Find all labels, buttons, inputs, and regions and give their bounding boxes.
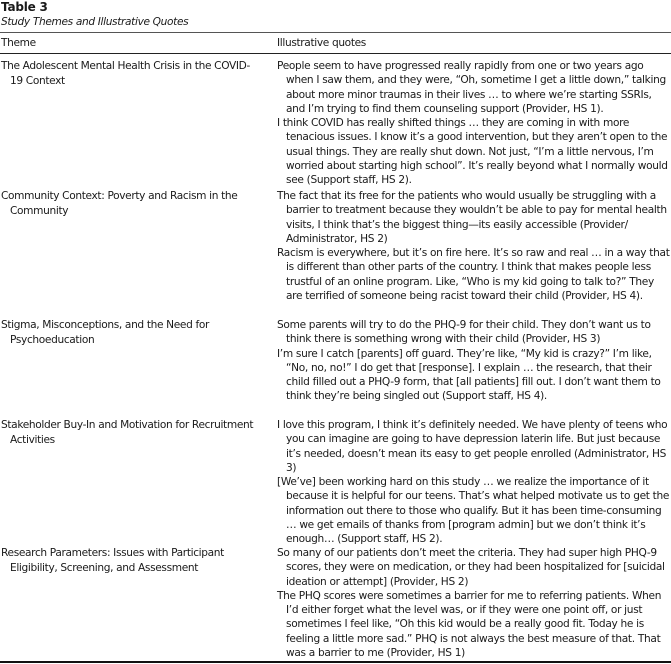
quote: I’m sure I catch [parents] off guard. They’re like, “My kid is crazy?” I’m like, “No, no, no!” I do get that [response]. I explain … the research, that their child filled out a PHQ-9 form, that [all patients] fill out. I don’t want them to think they’re being singled out (Support staff, HS 4). [277, 347, 661, 403]
quote: I think COVID has really shifted things … they are coming in with more tenacious issues. I know it’s a good intervention, but they aren’t open to the usual things. They are really shut down. Not just, “I’m a little nervous, I’m worried about starting high school”. It’s really beyond what I normally would see (Support staff, HS 2). [277, 117, 668, 187]
quotes-cell [277, 318, 671, 404]
quotes-cell [277, 546, 671, 660]
quotes-cell [277, 189, 671, 303]
quotes-cell [277, 59, 671, 188]
bottom-rule [0, 661, 671, 663]
quote: The PHQ scores were sometimes a barrier for me to referring patients. When I’d either forget what the level was, or if they were one point off, or just sometimes I feel like, “Oh this kid would be a really good fit. Today he is feeling a little more sad.” PHQ is not always the best measure of that. That was a barrier to me (Provider, HS 1) [277, 589, 662, 660]
theme-cell: Stakeholder Buy-In and Motivation for Recruitment Activities [1, 419, 254, 446]
column-header-theme: Theme [1, 37, 36, 49]
quote: [We’ve] been working hard on this study … we realize the importance of it because it is helpful for our teens. That’s what helped motivate us to get the information out there to those who qualify. But it has been time-consuming … we get emails of thanks from [program admin] but we don’t think it’s enough… (Support staff, HS 2). [277, 476, 670, 546]
top-rule [0, 32, 671, 33]
header-rule [0, 53, 671, 54]
quotes-cell [277, 418, 671, 547]
quote: Some parents will try to do the PHQ-9 for their child. They don’t want us to think there is something wrong with their child (Provider, HS 3) [277, 319, 651, 346]
theme-cell: The Adolescent Mental Health Crisis in the COVID-19 Context [1, 60, 250, 87]
quote: I love this program, I think it’s definitely needed. We have plenty of teens who you can imagine are going to have depression laterin life. But just because it’s needed, doesn’t mean its easy to get people enrolled (Administrator, HS 3) [277, 419, 668, 474]
quote: People seem to have progressed really rapidly from one or two years ago when I saw them, and they were, “Oh, sometime I get a little down,” talking about more minor traumas in their lives … to where we’re starting SSRIs, and I’m trying to find them counseling support (Provider, HS 1). [277, 60, 666, 115]
theme-cell: Stigma, Misconceptions, and the Need for Psychoeducation [1, 319, 209, 346]
theme-cell: Research Parameters: Issues with Participant Eligibility, Screening, and Assessment [1, 547, 224, 574]
theme-cell: Community Context: Poverty and Racism in the Community [1, 190, 238, 217]
column-header-quotes: Illustrative quotes [277, 37, 366, 49]
quote: Racism is everywhere, but it’s on fire here. It’s so raw and real … in a way that is different than other parts of the country. I think that makes people less trustful of an online program. Like, “Who is my kid going to talk to?” They are terrified of someone being racist toward their child (Provider, HS 4). [277, 247, 670, 303]
table-caption: Study Themes and Illustrative Quotes [1, 16, 189, 28]
table-label: Table 3 [1, 0, 48, 14]
quote: The fact that its free for the patients who would usually be struggling with a barrier to treatment because they wouldn’t be able to pay for mental health visits, I think that’s the biggest thing—its easily accessible (Provider/ Administrator, HS 2) [277, 190, 667, 245]
quote: So many of our patients don’t meet the criteria. They had super high PHQ-9 scores, they were on medication, or they had been hospitalized for [suicidal ideation or attempt] (Provider, HS 2) [277, 547, 665, 588]
